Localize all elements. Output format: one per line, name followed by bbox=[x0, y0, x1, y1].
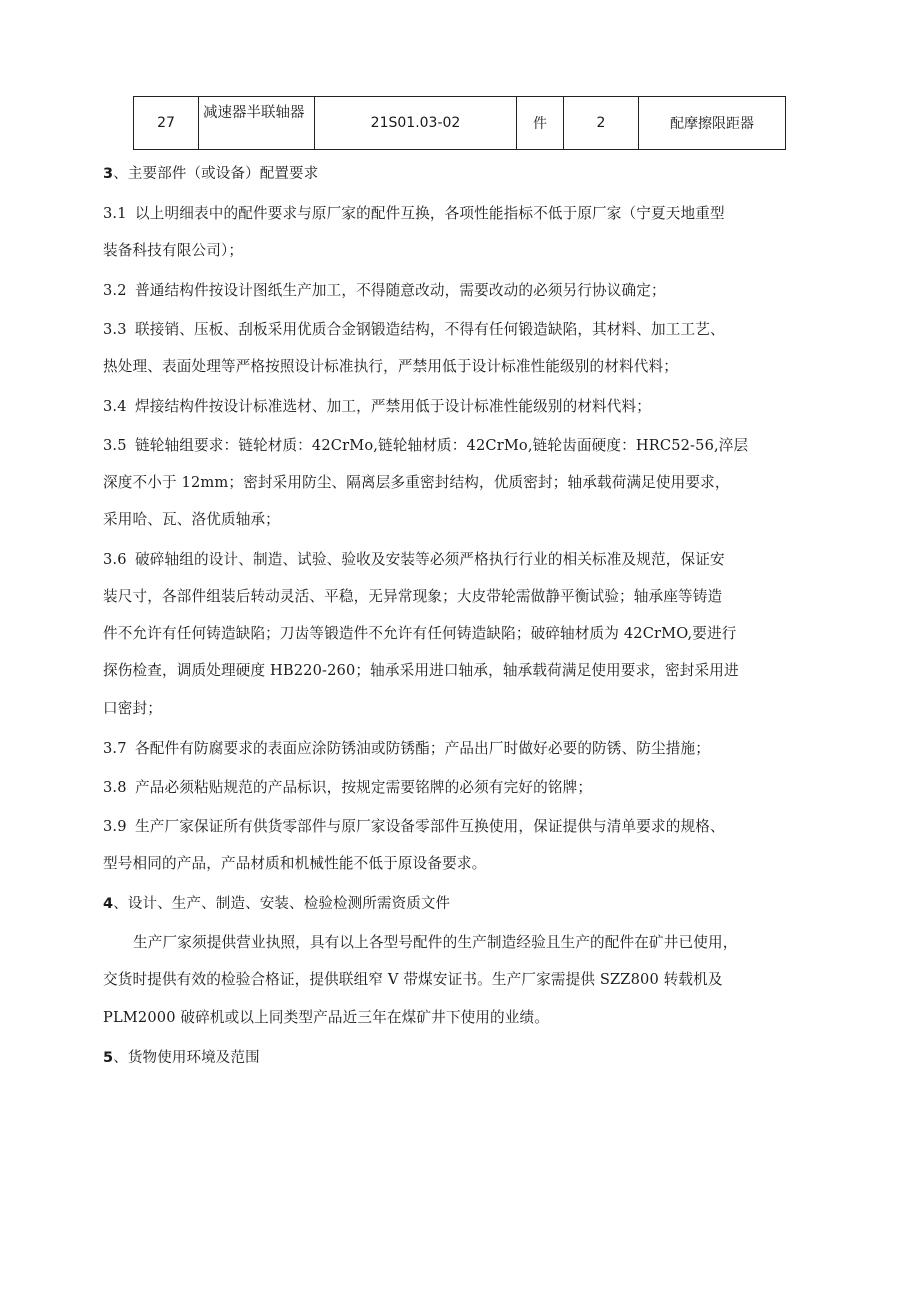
section-4-line-1: 生产厂家须提供营业执照，具有以上各型号配件的生产制造经验且生产的配件在矿井已使用， bbox=[133, 934, 738, 951]
cell-name: 减速器半联轴器 bbox=[199, 97, 315, 150]
cell-qty: 2 bbox=[564, 97, 639, 150]
section-4-line-3: PLM2000 破碎机或以上同类型产品近三年在煤矿井下使用的业绩。 bbox=[103, 1009, 550, 1026]
item-3-9-cont: 型号相同的产品，产品材质和机械性能不低于原设备要求。 bbox=[103, 855, 487, 872]
item-3-5: 3.5 链轮轴组要求：链轮材质：42CrMo,链轮轴材质：42CrMo,链轮齿面硬度：HRC52-56,淬层 bbox=[103, 437, 749, 454]
cell-remark: 配摩擦限距器 bbox=[639, 97, 786, 150]
cell-unit: 件 bbox=[517, 97, 564, 150]
cell-no: 27 bbox=[134, 97, 199, 150]
parts-table bbox=[133, 96, 786, 150]
table-row bbox=[134, 97, 786, 150]
section-3-heading: 3、主要部件（或设备）配置要求 bbox=[103, 166, 319, 182]
item-3-6-cont-3: 探伤检查，调质处理硬度 HB220-260；轴承采用进口轴承，轴承载荷满足使用要求，密封采用进 bbox=[103, 662, 739, 679]
cell-code: 21S01.03-02 bbox=[315, 97, 517, 150]
section-5-heading: 5、货物使用环境及范围 bbox=[103, 1050, 260, 1066]
item-3-5-cont-1: 深度不小于 12mm；密封采用防尘、隔离层多重密封结构，优质密封；轴承载荷满足使用要求， bbox=[103, 474, 730, 491]
item-3-6-cont-4: 口密封； bbox=[103, 700, 162, 717]
item-3-1-cont: 装备科技有限公司）； bbox=[103, 242, 244, 259]
item-3-6-cont-2: 件不允许有任何铸造缺陷；刀齿等锻造件不允许有任何铸造缺陷；破碎轴材质为 42CrMO,要进行 bbox=[103, 625, 737, 642]
section-4-heading: 4、设计、生产、制造、安装、检验检测所需资质文件 bbox=[103, 896, 451, 912]
item-3-6-cont-1: 装尺寸，各部件组装后转动灵活、平稳，无异常现象；大皮带轮需做静平衡试验；轴承座等铸造 bbox=[103, 588, 723, 605]
item-3-3-cont: 热处理、表面处理等严格按照设计标准执行，严禁用低于设计标准性能级别的材料代料； bbox=[103, 358, 679, 375]
item-3-5-cont-2: 采用哈、瓦、洛优质轴承； bbox=[103, 511, 280, 528]
item-3-8: 3.8 产品必须粘贴规范的产品标识，按规定需要铭牌的必须有完好的铭牌； bbox=[103, 779, 593, 796]
item-3-4: 3.4 焊接结构件按设计标准选材、加工，严禁用低于设计标准性能级别的材料代料； bbox=[103, 398, 652, 415]
section-4-line-2: 交货时提供有效的检验合格证，提供联组窄 V 带煤安证书。生产厂家需提供 SZZ800 转载机及 bbox=[103, 971, 723, 988]
item-3-3: 3.3 联接销、压板、刮板采用优质合金钢锻造结构，不得有任何锻造缺陷，其材料、加工工艺、 bbox=[103, 321, 725, 338]
item-3-6: 3.6 破碎轴组的设计、制造、试验、验收及安装等必须严格执行行业的相关标准及规范，保证安 bbox=[103, 551, 725, 568]
item-3-7: 3.7 各配件有防腐要求的表面应涂防锈油或防锈酯；产品出厂时做好必要的防锈、防尘措施； bbox=[103, 740, 711, 757]
item-3-2: 3.2 普通结构件按设计图纸生产加工，不得随意改动，需要改动的必须另行协议确定； bbox=[103, 282, 666, 299]
item-3-1: 3.1 以上明细表中的配件要求与原厂家的配件互换，各项性能指标不低于原厂家（宁夏天地重型 bbox=[103, 205, 725, 222]
item-3-9: 3.9 生产厂家保证所有供货零部件与原厂家设备零部件互换使用，保证提供与清单要求的规格、 bbox=[103, 818, 725, 835]
